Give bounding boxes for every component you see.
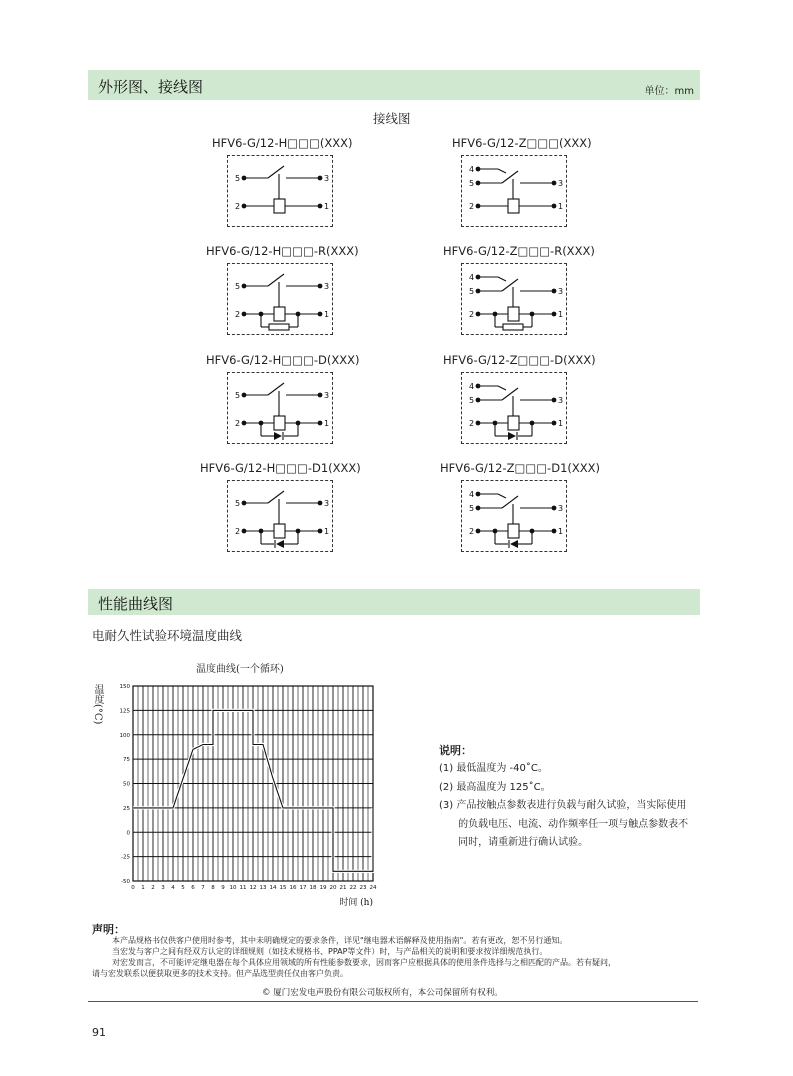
pin-label: 1 [558, 527, 564, 536]
coil [274, 416, 285, 430]
x-tick-label: 10 [229, 885, 237, 891]
terminal-dot [552, 398, 557, 403]
page-number: 91 [92, 1026, 106, 1039]
x-tick-label: 3 [161, 885, 165, 891]
wire [268, 383, 284, 395]
chart-title: 温度曲线(一个循环) [196, 664, 284, 675]
x-tick-label: 0 [131, 885, 135, 891]
pin-label: 1 [558, 310, 564, 319]
x-tick-label: 13 [259, 885, 267, 891]
pin-label: 3 [558, 179, 564, 188]
terminal-dot [552, 312, 557, 317]
x-tick-label: 20 [329, 885, 337, 891]
pin-label: 3 [558, 287, 564, 296]
x-tick-label: 21 [339, 885, 347, 891]
unit-label: 单位：mm [644, 86, 694, 97]
wiring-diagram-h-r [227, 263, 333, 335]
wire [268, 491, 284, 503]
diode [510, 540, 518, 548]
x-tick-label: 5 [181, 885, 185, 891]
diagram-label: HFV6-G/12-Z□□□-R(XXX) [443, 244, 595, 258]
note-item: (2) 最高温度为 125˚C。 [439, 781, 551, 793]
y-tick-label: -25 [121, 854, 130, 861]
wire [268, 166, 284, 178]
x-tick-label: 12 [249, 885, 257, 891]
note-item: (3) 产品按触点参数表进行负载与耐久试验，当实际使用 [439, 800, 687, 811]
x-tick-label: 18 [309, 885, 317, 891]
x-tick-label: 19 [319, 885, 327, 891]
coil [508, 524, 519, 538]
x-tick-label: 22 [349, 885, 357, 891]
pin-label: 3 [324, 174, 330, 183]
pin-label: 1 [324, 202, 330, 211]
pin-label: 4 [469, 490, 475, 499]
y-tick-label: 0 [126, 830, 130, 837]
notes-title: 说明： [439, 744, 472, 757]
coil [274, 199, 285, 213]
resistor [503, 324, 523, 330]
pin-label: 5 [235, 282, 241, 291]
x-tick-label: 9 [221, 885, 225, 891]
chart-xlabel: 时间 (h) [339, 898, 373, 908]
pin-label: 2 [469, 202, 475, 211]
section-header-curve [88, 589, 700, 615]
x-tick-label: 2 [151, 885, 155, 891]
note-item: 同时，请重新进行确认试验。 [439, 837, 589, 848]
copyright: © 厦门宏发电声股份有限公司版权所有，本公司保留所有权利。 [262, 988, 503, 998]
wiring-diagram-h-d [227, 372, 333, 444]
pin-label: 1 [324, 419, 330, 428]
diagram-label: HFV6-G/12-H□□□(XXX) [212, 136, 353, 150]
coil [508, 416, 519, 430]
wiring-diagram-z-d1 [461, 480, 567, 552]
declaration-title: 声明： [92, 923, 125, 936]
x-tick-label: 16 [289, 885, 297, 891]
diagram-label: HFV6-G/12-Z□□□-D(XXX) [443, 353, 596, 367]
circuit-symbol [228, 481, 334, 553]
x-tick-label: 23 [359, 885, 367, 891]
coil [508, 307, 519, 321]
coil [274, 524, 285, 538]
diagram-label: HFV6-G/12-H□□□-D(XXX) [206, 353, 360, 367]
circuit-symbol [462, 264, 568, 336]
y-tick-label: 25 [123, 805, 130, 812]
wiring-diagram-z-d [461, 372, 567, 444]
terminal-dot [318, 421, 323, 426]
x-tick-label: 15 [279, 885, 287, 891]
pin-label: 2 [235, 310, 241, 319]
chart-ylabel: 温度(°C) [92, 684, 103, 725]
terminal-dot [318, 529, 323, 534]
pin-label: 1 [558, 202, 564, 211]
terminal-dot [318, 393, 323, 398]
circuit-symbol [462, 156, 568, 228]
circuit-symbol [228, 373, 334, 445]
pin-label: 1 [324, 310, 330, 319]
note-item: (1) 最低温度为 -40˚C。 [439, 763, 548, 774]
pin-label: 1 [558, 419, 564, 428]
pin-label: 5 [235, 174, 241, 183]
declaration-line: 请与宏发联系以便获取更多的技术支持。但产品选型责任仅由客户负责。 [92, 969, 348, 978]
pin-label: 5 [469, 287, 475, 296]
terminal-dot [552, 529, 557, 534]
circuit-symbol [462, 373, 568, 445]
x-tick-label: 11 [239, 885, 247, 891]
terminal-dot [552, 289, 557, 294]
terminal-dot [318, 284, 323, 289]
declaration-line: 当宏发与客户之间有经双方认定的详细规则（如技术规格书、PPAP等文件）时，与产品相关的说明和要求按详细规范执行。 [112, 947, 548, 956]
terminal-dot [318, 176, 323, 181]
circuit-symbol [228, 264, 334, 336]
y-tick-label: 100 [119, 732, 130, 739]
diode [274, 432, 282, 440]
resistor [269, 324, 289, 330]
wire [498, 386, 506, 390]
pin-label: 2 [235, 527, 241, 536]
section-title: 外形图、接线图 [98, 78, 204, 96]
wire [498, 277, 506, 281]
y-tick-label: 125 [119, 708, 130, 715]
x-tick-label: 7 [201, 885, 205, 891]
pin-label: 5 [469, 179, 475, 188]
declaration-line: 对宏发而言，不可能评定继电器在每个具体应用领域的所有性能参数要求，因而客户应根据具体的使用条件选择与之相匹配的产品。若有疑问， [112, 958, 616, 967]
pin-label: 5 [235, 391, 241, 400]
diode [508, 432, 516, 440]
chart-subtitle: 电耐久性试验环境温度曲线 [92, 628, 243, 643]
diagram-label: HFV6-G/12-Z□□□-D1(XXX) [440, 461, 600, 475]
footer-divider [88, 1001, 698, 1002]
circuit-symbol [462, 481, 568, 553]
pin-label: 4 [469, 382, 475, 391]
pin-label: 3 [324, 499, 330, 508]
wire [498, 169, 506, 173]
wire [498, 494, 506, 498]
terminal-dot [552, 506, 557, 511]
pin-label: 2 [469, 527, 475, 536]
pin-label: 3 [324, 282, 330, 291]
x-tick-label: 14 [269, 885, 277, 891]
x-tick-label: 24 [369, 885, 377, 891]
diagram-label: HFV6-G/12-Z□□□(XXX) [452, 136, 592, 150]
terminal-dot [318, 204, 323, 209]
x-tick-label: 1 [141, 885, 145, 891]
diode [276, 540, 284, 548]
wiring-title: 接线图 [373, 111, 411, 126]
wire [268, 274, 284, 286]
y-tick-label: -50 [121, 879, 130, 885]
wiring-diagram-z [461, 155, 567, 227]
pin-label: 2 [469, 310, 475, 319]
declaration-line: 本产品规格书仅供客户使用时参考，其中未明确规定的要求条件，详见"继电器术语解释及使用指南"。若有更改，恕不另行通知。 [112, 936, 568, 945]
note-item: 的负载电压、电流、动作频率任一项与触点参数表不 [439, 818, 689, 830]
x-tick-label: 4 [171, 885, 175, 891]
pin-label: 4 [469, 165, 475, 174]
terminal-dot [318, 312, 323, 317]
y-tick-label: 75 [123, 757, 130, 764]
pin-label: 4 [469, 273, 475, 282]
terminal-dot [552, 181, 557, 186]
wiring-diagram-h-d1 [227, 480, 333, 552]
y-tick-label: 50 [123, 781, 130, 788]
coil [508, 199, 519, 213]
terminal-dot [552, 204, 557, 209]
pin-label: 2 [469, 419, 475, 428]
section-header-outline [88, 70, 700, 100]
terminal-dot [318, 501, 323, 506]
circuit-symbol [228, 156, 334, 228]
pin-label: 5 [235, 499, 241, 508]
wiring-diagram-h [227, 155, 333, 227]
pin-label: 2 [235, 202, 241, 211]
notes-list [439, 760, 688, 853]
pin-label: 1 [324, 527, 330, 536]
pin-label: 5 [469, 504, 475, 513]
pin-label: 3 [558, 504, 564, 513]
coil [274, 307, 285, 321]
temperature-chart [100, 680, 400, 910]
section-title: 性能曲线图 [98, 595, 174, 613]
pin-label: 3 [558, 396, 564, 405]
y-tick-label: 150 [119, 684, 130, 690]
pin-label: 2 [235, 419, 241, 428]
diagram-label: HFV6-G/12-H□□□-R(XXX) [206, 244, 359, 258]
x-tick-label: 8 [211, 885, 215, 891]
diagram-label: HFV6-G/12-H□□□-D1(XXX) [200, 461, 361, 475]
pin-label: 5 [469, 396, 475, 405]
wiring-diagram-z-r [461, 263, 567, 335]
x-tick-label: 6 [191, 885, 195, 891]
pin-label: 3 [324, 391, 330, 400]
x-tick-label: 17 [299, 885, 307, 891]
terminal-dot [552, 421, 557, 426]
